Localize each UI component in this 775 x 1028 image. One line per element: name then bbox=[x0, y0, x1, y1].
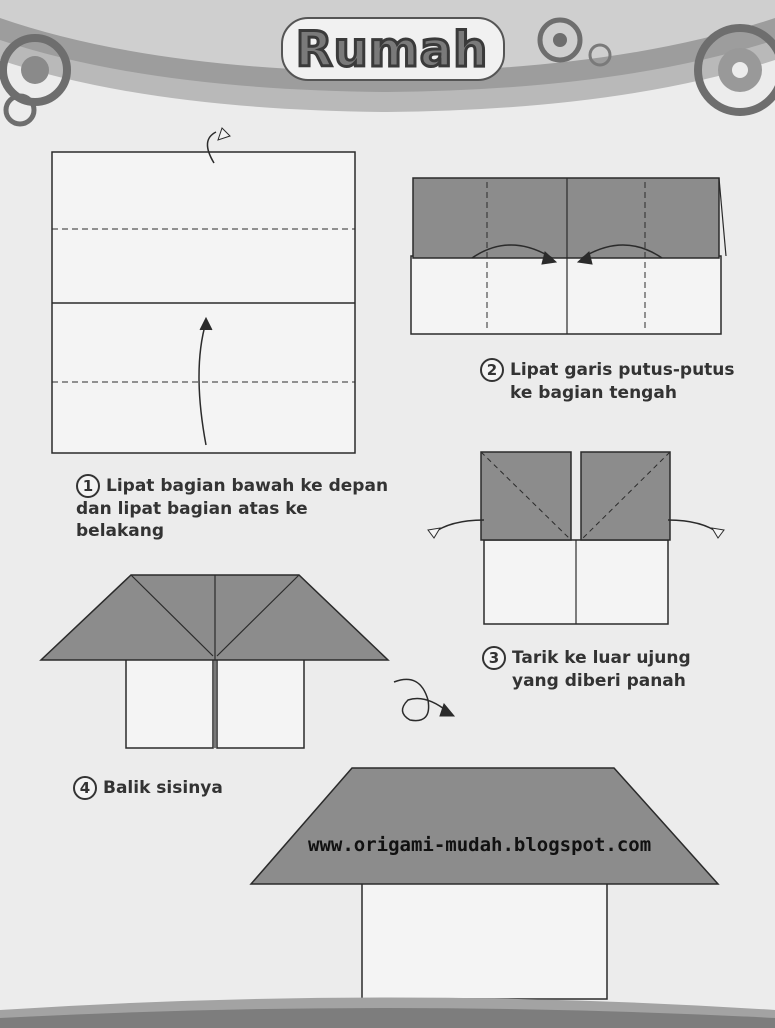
page-title: Rumah bbox=[295, 22, 489, 78]
step-text-line: belakang bbox=[76, 521, 165, 541]
step-3-diagram bbox=[428, 452, 724, 624]
step-3-instruction bbox=[482, 646, 722, 692]
step-2-instruction bbox=[480, 358, 740, 404]
final-house-diagram bbox=[251, 768, 718, 999]
step-number-badge: 1 bbox=[76, 474, 100, 498]
step-text-line: Lipat garis putus-putus bbox=[510, 360, 735, 380]
step-text-line: ke bagian tengah bbox=[510, 383, 677, 403]
step-text-line: dan lipat bagian atas ke bbox=[76, 499, 308, 519]
step-1-instruction bbox=[76, 474, 396, 542]
step-text-line: Balik sisinya bbox=[103, 778, 223, 798]
step-text-line: Tarik ke luar ujung bbox=[512, 648, 691, 668]
step-number-badge: 3 bbox=[482, 646, 506, 670]
step-1-diagram bbox=[52, 128, 355, 453]
step-4-diagram bbox=[41, 575, 454, 748]
step-2-diagram bbox=[411, 178, 726, 334]
step-4-instruction bbox=[73, 776, 273, 800]
footer-decoration bbox=[0, 998, 775, 1028]
website-url: www.origami-mudah.blogspot.com bbox=[308, 834, 652, 856]
step-number-badge: 2 bbox=[480, 358, 504, 382]
step-text-line: Lipat bagian bawah ke depan bbox=[106, 476, 389, 496]
step-number-badge: 4 bbox=[73, 776, 97, 800]
step-text-line: yang diberi panah bbox=[512, 671, 686, 691]
